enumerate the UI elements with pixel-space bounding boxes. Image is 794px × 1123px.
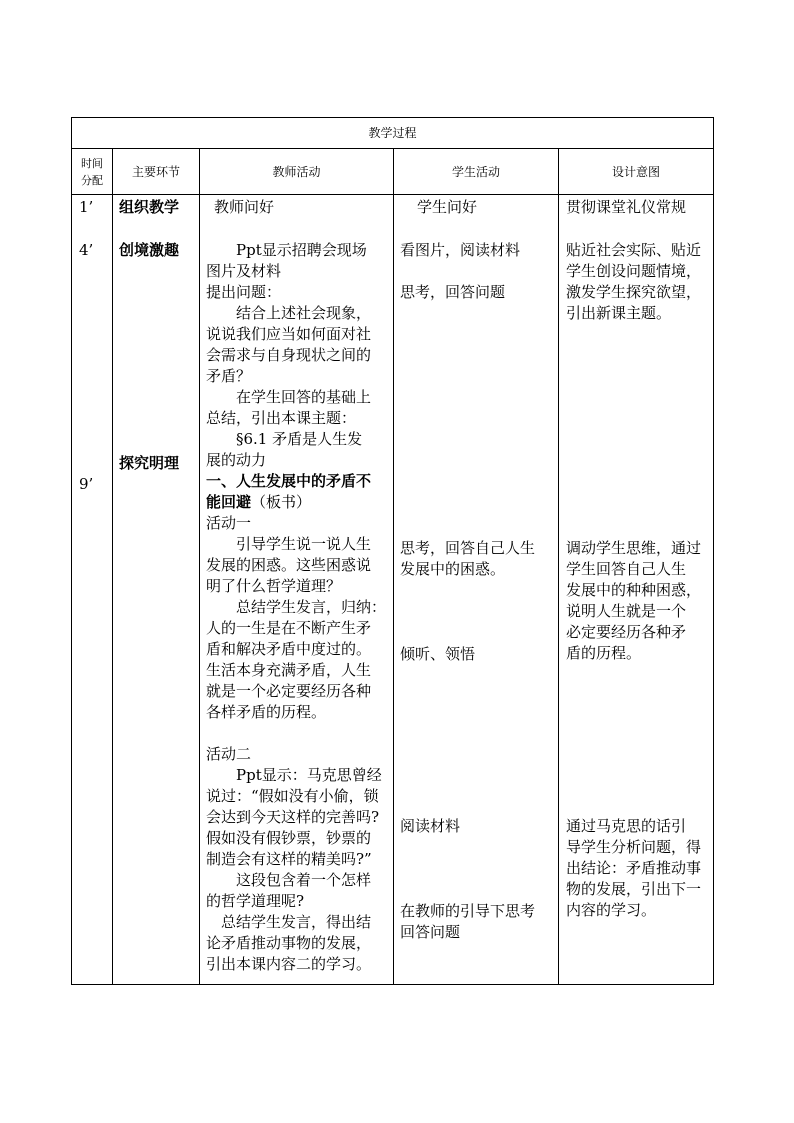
design-line: 学生回答自己人生 (566, 560, 687, 578)
teacher-activity-block-1 (206, 240, 391, 975)
teacher-line: 引出本课内容二的学习。 (206, 955, 372, 973)
column-divider (199, 149, 200, 984)
heading-bold: 能回避 (206, 493, 252, 511)
design-line: 激发学生探究欲望， (566, 283, 702, 301)
time-value: 9’ (79, 475, 94, 493)
teacher-line: 活动一 (206, 514, 252, 532)
student-line: 发展中的困惑。 (400, 560, 506, 578)
design-line: 导学生分析问题，得 (566, 838, 702, 856)
header-teacher: 教师活动 (272, 165, 321, 179)
teacher-line: 结合上述社会现象， (236, 304, 372, 322)
design-intent (566, 538, 712, 664)
design-line: 通过马克思的话引 (566, 817, 687, 835)
teacher-line: 会需求与自身现状之间的 (206, 346, 372, 364)
teacher-line: 总结学生发言，归纳： (236, 598, 387, 616)
teacher-line: 活动二 (206, 745, 252, 763)
teacher-line: 明了什么哲学道理？ (206, 577, 342, 595)
teacher-line: 的哲学道理呢? (206, 892, 305, 910)
teacher-line: 总结，引出本课主题： (206, 409, 357, 427)
header-time (72, 149, 112, 194)
teacher-line: 假如没有假钞票，钞票的 (206, 829, 372, 847)
design-line: 出结论：矛盾推动事 (566, 859, 702, 877)
teacher-line: 在学生回答的基础上 (236, 388, 372, 406)
spacer (206, 723, 391, 744)
stage-label: 创境激趣 (119, 241, 180, 259)
design-line: 调动学生思维，通过 (566, 539, 702, 557)
student-activity: 倾听、领悟 (400, 645, 476, 663)
heading-bold: 一、人生发展中的矛盾不 (206, 472, 372, 490)
design-line: 发展中的种种困惑， (566, 581, 702, 599)
design-line: 引出新课主题。 (566, 304, 672, 322)
heading-note: （板书） (251, 493, 312, 511)
teacher-line: 总结学生发言，得出结 (221, 913, 372, 931)
design-intent (566, 240, 712, 324)
teacher-heading (206, 471, 391, 492)
teacher-line: 说过：“假如没有小偷，锁 (206, 787, 379, 805)
teacher-line: Ppt显示：马克思曾经 (236, 766, 382, 784)
teacher-heading (206, 492, 391, 513)
design-intent: 贯彻课堂礼仪常规 (566, 198, 687, 216)
teacher-line: 会达到今天这样的完善吗? (206, 808, 380, 826)
header-stage: 主要环节 (131, 165, 180, 179)
header-design: 设计意图 (611, 165, 660, 179)
teacher-line: 就是一个必定要经历各种 (206, 682, 372, 700)
teacher-line: Ppt显示招聘会现场 (236, 241, 367, 259)
design-line: 盾的历程。 (566, 644, 642, 662)
design-line: 说明人生就是一个 (566, 602, 687, 620)
column-divider (558, 149, 559, 984)
design-line: 必定要经历各种矛 (566, 623, 687, 641)
teacher-line: 人的一生是在不断产生矛 (206, 619, 372, 637)
student-activity: 思考，回答问题 (400, 283, 506, 301)
teacher-line: §6.1 矛盾是人生发 (236, 430, 363, 448)
student-line: 在教师的引导下思考 (400, 902, 536, 920)
teacher-line: 展的动力 (206, 451, 267, 469)
teacher-line: 提出问题： (206, 283, 282, 301)
teacher-line: 矛盾？ (206, 367, 252, 385)
teacher-line: 发展的困惑。这些困惑说 (206, 556, 372, 574)
stage-label: 探究明理 (119, 454, 180, 472)
column-divider (112, 149, 113, 984)
stage-label: 组织教学 (119, 198, 180, 216)
student-line: 回答问题 (400, 923, 461, 941)
teacher-line: 制造会有这样的精美吗?” (206, 850, 372, 868)
column-divider (393, 149, 394, 984)
teacher-line: 论矛盾推动事物的发展， (206, 934, 372, 952)
teacher-line: 引导学生说一说人生 (236, 535, 372, 553)
design-intent (566, 816, 712, 921)
teacher-line: 生活本身充满矛盾，人生 (206, 661, 372, 679)
time-value: 1’ (79, 198, 94, 216)
header-student: 学生活动 (451, 165, 500, 179)
teacher-line: 这段包含着一个怎样 (236, 871, 372, 889)
student-activity: 看图片，阅读材料 (400, 241, 521, 259)
header-time-line1: 时间 (81, 156, 103, 170)
time-value: 4’ (79, 241, 94, 259)
student-activity: 阅读材料 (400, 817, 461, 835)
teacher-line: 盾和解决矛盾中度过的。 (206, 640, 372, 658)
student-activity (400, 901, 556, 943)
lesson-plan-table (71, 117, 714, 985)
design-line: 物的发展，引出下一 (566, 880, 702, 898)
table-title: 教学过程 (72, 118, 713, 149)
design-line: 内容的学习。 (566, 901, 657, 919)
teacher-line: 说说我们应当如何面对社 (206, 325, 372, 343)
student-line: 思考，回答自己人生 (400, 539, 536, 557)
student-activity: 学生问好 (417, 198, 478, 216)
design-line: 学生创设问题情境， (566, 262, 702, 280)
header-time-line2: 分配 (81, 173, 103, 187)
student-activity (400, 538, 556, 580)
teacher-line: 各样矛盾的历程。 (206, 703, 327, 721)
design-line: 贴近社会实际、贴近 (566, 241, 702, 259)
teacher-greeting: 教师问好 (214, 198, 275, 216)
teacher-line: 图片及材料 (206, 262, 282, 280)
